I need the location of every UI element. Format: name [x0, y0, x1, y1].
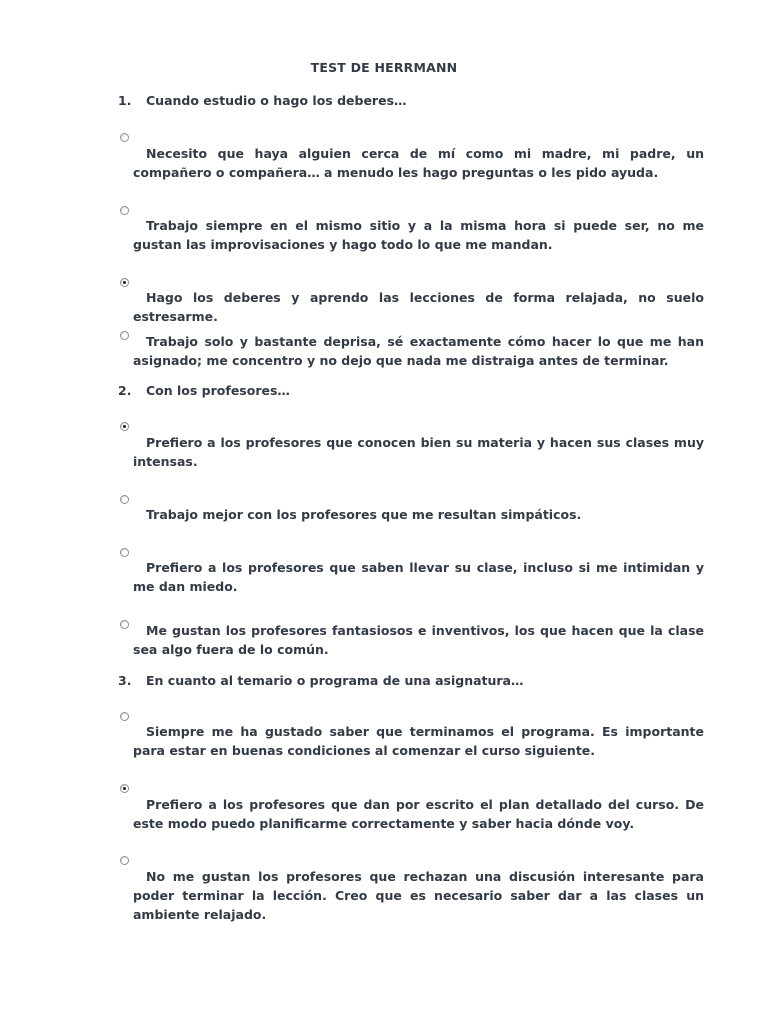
radio-button[interactable] — [120, 856, 129, 865]
question-2 — [118, 383, 290, 398]
radio-button[interactable] — [120, 206, 129, 215]
option-text: Hago los deberes y aprendo las lecciones de forma relajada, no suelo estresarme. — [133, 290, 704, 324]
radio-button[interactable] — [120, 620, 129, 629]
question-number: 2. — [118, 383, 132, 398]
radio-button[interactable] — [120, 784, 129, 793]
option-text: Trabajo mejor con los profesores que me resultan simpáticos. — [146, 507, 582, 522]
option-text: Siempre me ha gustado saber que terminamos el programa. Es importante para estar en buenas condiciones al comenzar el curso siguiente. — [133, 724, 704, 758]
radio-button[interactable] — [120, 278, 129, 287]
document-title: TEST DE HERRMANN — [310, 60, 458, 75]
question-text: Con los profesores… — [146, 383, 290, 398]
option-text: Prefiero a los profesores que dan por escrito el plan detallado del curso. De este modo puedo planificarme correctamente y saber hacia dónde voy. — [133, 797, 704, 831]
question-number: 1. — [118, 93, 132, 108]
radio-button[interactable] — [120, 133, 129, 142]
option-text: Prefiero a los profesores que conocen bien su materia y hacen sus clases muy intensas. — [133, 435, 704, 469]
question-3 — [118, 673, 524, 688]
question-text: Cuando estudio o hago los deberes… — [146, 93, 407, 108]
question-1 — [118, 93, 407, 108]
option-text: Trabajo solo y bastante deprisa, sé exactamente cómo hacer lo que me han asignado; me concentro y no dejo que nada me distraiga antes de terminar. — [133, 334, 704, 368]
question-text: En cuanto al temario o programa de una asignatura… — [146, 673, 524, 688]
radio-button[interactable] — [120, 331, 129, 340]
option-text: No me gustan los profesores que rechazan una discusión interesante para poder terminar la lección. Creo que es necesario saber dar a las clases un ambiente relajado. — [133, 869, 704, 922]
option-text: Prefiero a los profesores que saben llevar su clase, incluso si me intimidan y me dan miedo. — [133, 560, 704, 594]
radio-button[interactable] — [120, 495, 129, 504]
radio-button[interactable] — [120, 422, 129, 431]
radio-button[interactable] — [120, 548, 129, 557]
question-number: 3. — [118, 673, 132, 688]
option-text: Trabajo siempre en el mismo sitio y a la misma hora si puede ser, no me gustan las improvisaciones y hago todo lo que me mandan. — [133, 218, 704, 252]
radio-button[interactable] — [120, 712, 129, 721]
option-text: Necesito que haya alguien cerca de mí como mi madre, mi padre, un compañero o compañera… a menudo les hago preguntas o les pido ayuda. — [133, 146, 704, 180]
option-text: Me gustan los profesores fantasiosos e inventivos, los que hacen que la clase sea algo fuera de lo común. — [133, 623, 704, 657]
